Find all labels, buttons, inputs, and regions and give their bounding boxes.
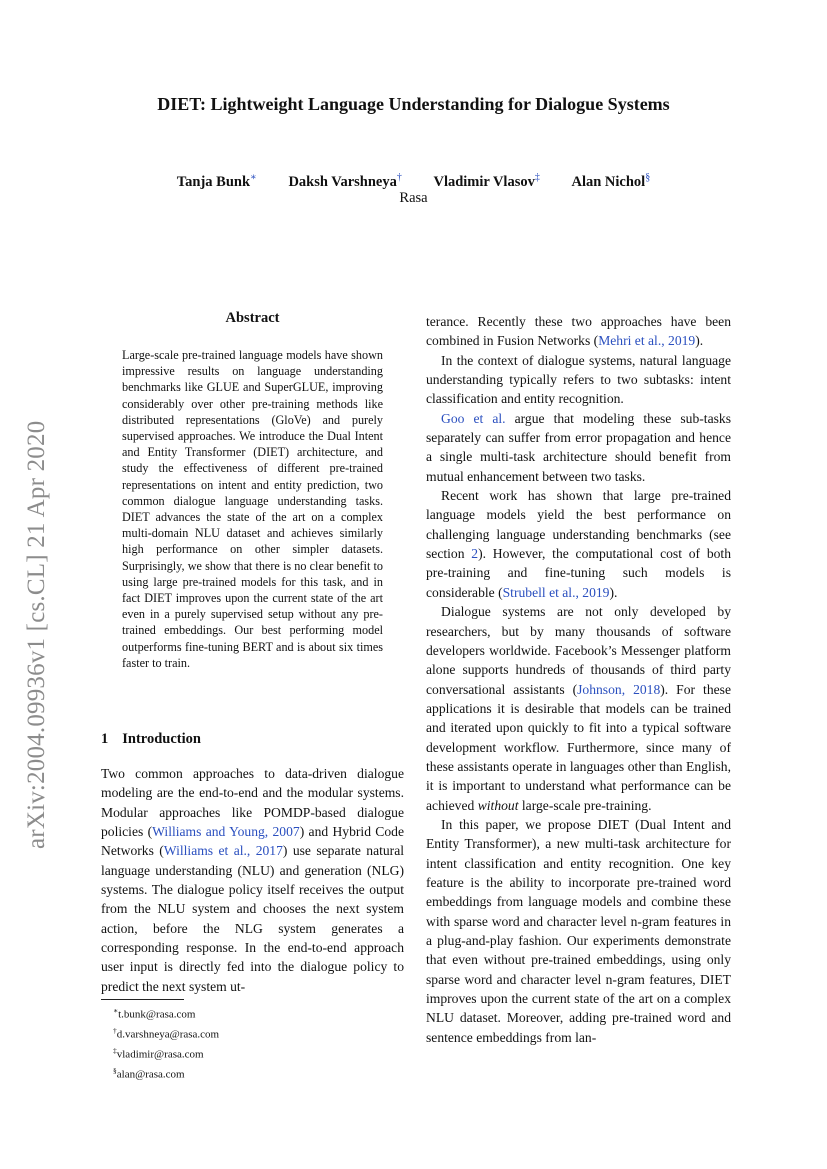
footnote: ∗t.bunk@rasa.com (113, 1006, 196, 1021)
left-column-body (101, 764, 404, 996)
footnote: §alan@rasa.com (113, 1066, 185, 1082)
citation-link[interactable]: Mehri et al., 2019 (598, 333, 696, 349)
arxiv-stamp: arXiv:2004.09936v1 [cs.CL] 21 Apr 2020 (23, 420, 50, 849)
footnote-mark[interactable]: § (645, 172, 651, 183)
affiliation: Rasa (399, 190, 428, 206)
footnotes (113, 1003, 219, 1084)
footnote: ‡vladimir@rasa.com (113, 1046, 204, 1061)
author: Daksh Varshneya† (288, 172, 402, 190)
paragraph: terance. Recently these two approaches have been combined in Fusion Networks (Mehri et al., 2019). (426, 314, 731, 349)
footnote-divider (101, 999, 184, 1000)
citation-link[interactable]: Williams et al., 2017 (163, 843, 283, 859)
author: Tanja Bunk∗ (176, 172, 257, 190)
footnote-mark[interactable]: † (396, 172, 402, 183)
section-title: Introduction (122, 731, 201, 747)
paragraph: Two common approaches to data-driven dialogue modeling are the end-to-end and the modular systems. Modular approaches like POMDP-based dialogue policies (Williams and Young, 2007) and Hybrid Code Networks (Williams et al., 2017) use separate natural language understanding (NLU) and generation (NLG) systems. The dialogue policy itself receives the output from the NLU system and chooses the next system action, before the NLG system generates a corresponding response. In the end-to-end approach user input is directly fed into the dialogue policy to predict the next system ut- (101, 766, 405, 994)
section-link[interactable]: 2 (471, 546, 479, 562)
footnote: †d.varshneya@rasa.com (113, 1026, 220, 1041)
paragraph: In this paper, we propose DIET (Dual Intent and Entity Transformer), a new multi-task architecture for intent classification and entity recognition. One key feature is the ability to incorporate pre-trained word embeddings from language models and combine these with sparse word and character level n-gram features in a plug-and-play fashion. Our experiments demonstrate that even without pre-trained embeddings, using only sparse word and character level n-gram features, DIET improves upon the current state of the art on a complex NLU dataset. Moreover, adding pre-trained word and sentence embeddings from lan- (426, 816, 731, 1045)
paragraph: In the context of dialogue systems, natural language understanding typically refers to two subtasks: intent classification and entity recognition. (426, 352, 731, 407)
citation-link[interactable]: Williams and Young, 2007 (152, 824, 300, 840)
abstract-text: Large-scale pre-trained language models have shown impressive results on language understanding benchmarks like GLUE and SuperGLUE, improving considerably over other pre-training methods like distributed representations (GloVe) and purely supervised approaches. We introduce the Dual Intent and Entity Transformer (DIET) architecture, and study the effectiveness of different pre-trained representations on intent and entity prediction, two common dialogue language understanding tasks. DIET advances the state of the art on a complex multi-domain NLU dataset and achieves similarly high performance on other simpler datasets. Surprisingly, we show that there is no clear benefit to using large pre-trained models for this task, and in fact DIET improves upon the current state of the art even in a purely supervised setup without any pre-trained embeddings. Our best performing model outperforms fine-tuning BERT and is about six times faster to train. (122, 348, 383, 670)
author-list (0, 172, 827, 191)
section-heading (101, 731, 201, 748)
paragraph: Goo et al. argue that modeling these sub-tasks separately can suffer from error propagation and hence a single multi-task architecture should benefit from mutual enhancement between two tasks. (426, 410, 731, 484)
footnote-mark[interactable]: ∗ (250, 172, 257, 183)
paragraph: Dialogue systems are not only developed by researchers, but by many thousands of software developers worldwide. Facebook’s Messenger platform alone supports hundreds of thousands of third party conversational assistants (Johnson, 2018). For these applications it is desirable that models can be trained and iterated upon quickly to fit into a typical software development workflow. Furthermore, since many of these assistants operate in languages other than English, it is important to understand what performance can be achieved without large-scale pre-training. (426, 604, 731, 813)
section-number: 1 (101, 731, 109, 747)
paper-title: DIET: Lightweight Language Understanding for Dialogue Systems (157, 94, 670, 114)
abstract-heading: Abstract (225, 310, 280, 326)
footnote-mark[interactable]: ‡ (534, 172, 540, 183)
right-column-body (426, 312, 731, 1047)
author: Vladimir Vlasov‡ (433, 172, 540, 190)
author: Alan Nichol§ (571, 172, 651, 190)
citation-link[interactable]: Strubell et al., 2019 (502, 584, 610, 600)
citation-link[interactable]: Goo et al. (441, 410, 506, 426)
paragraph: Recent work has shown that large pre-trained language models yield the best performance on challenging language understanding benchmarks (see section 2). However, the computational cost of both pre-training and fine-tuning such models is considerable (Strubell et al., 2019). (426, 488, 731, 600)
citation-link[interactable]: Johnson, 2018 (577, 681, 661, 697)
